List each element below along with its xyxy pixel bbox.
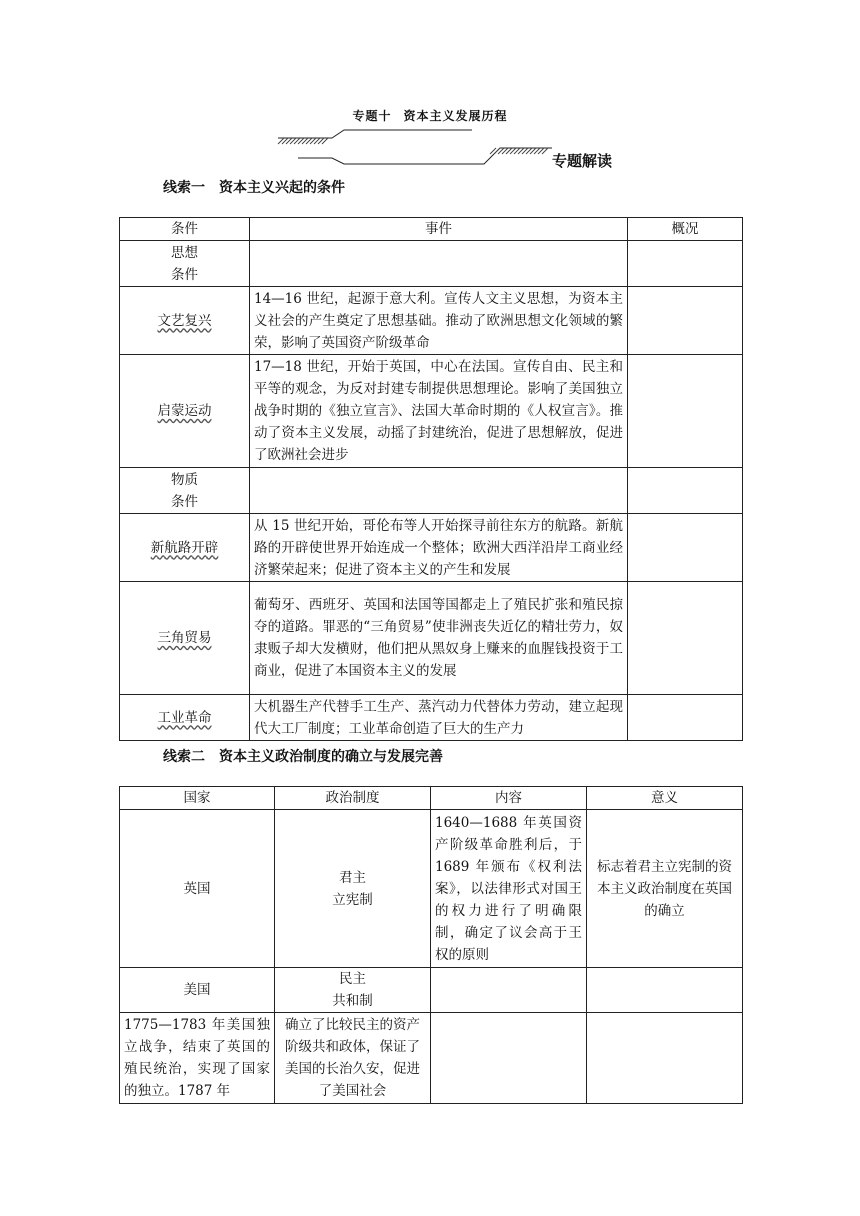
condition-label: 启蒙运动 [157,403,212,419]
event-cell: 葡萄牙、西班牙、英国和法国等国都走上了殖民扩张和殖民掠夺的道路。罪恶的“三角贸易”使非洲丧失近亿的精壮劳力，奴隶贩子却大发横财，他们把从黑奴身上赚来的血腥钱投资于工商业，促进了本国资本主义的发展 [250,582,628,695]
topic-title: 资本主义发展历程 [403,109,508,123]
country-cell: 英国 [120,810,275,968]
topic-header [0,107,860,124]
condition-label: 思想 条件 [171,244,198,283]
condition-label: 三角贸易 [157,630,212,646]
table-row [120,355,743,468]
section2-title [163,746,443,766]
summary-cell [628,287,743,355]
column-header: 意义 [587,787,743,810]
system-cell: 确立了比较民主的资产阶级共和政体，保证了美国的长治久安，促进了美国社会 [275,1013,431,1104]
condition-cell [120,582,250,695]
condition-label: 新航路开辟 [150,539,219,556]
country-cell: 美国 [120,968,275,1013]
conditions-table [119,217,743,741]
condition-cell [120,468,250,514]
table-row [120,468,743,514]
section1-title [163,177,345,197]
condition-cell [120,287,250,355]
column-header: 政治制度 [275,787,431,810]
banner-label: 专题解读 [552,152,613,170]
section2-tag: 线索二 [163,749,205,765]
significance-cell [587,968,743,1013]
table-header-row [120,787,743,810]
section1-tag: 线索一 [163,180,205,196]
table-row [120,582,743,695]
table-row [120,810,743,968]
condition-cell [120,355,250,468]
country-cell: 1775—1783 年美国独立战争，结束了英国的殖民统治，实现了国家的独立。1787 年 [120,1013,275,1104]
condition-cell [120,695,250,741]
system-label: 民主 共和制 [332,971,373,1009]
event-cell [250,468,628,514]
condition-label: 工业革命 [157,709,212,726]
political-systems-table [119,786,743,1104]
condition-label: 物质 条件 [171,471,198,510]
condition-cell [120,241,250,287]
column-header: 内容 [431,787,587,810]
significance-cell: 标志着君主立宪制的资本主义政治制度在英国的确立 [587,810,743,968]
summary-cell [628,695,743,741]
column-header: 国家 [120,787,275,810]
event-cell: 14—16 世纪，起源于意大利。宣传人文主义思想，为资本主义社会的产生奠定了思想基础。推动了欧洲思想文化领域的繁荣，影响了英国资产阶级革命 [250,287,628,355]
event-cell: 从 15 世纪开始，哥伦布等人开始探寻前往东方的航路。新航路的开辟使世界开始连成一个整体；欧洲大西洋沿岸工商业经济繁荣起来；促进了资本主义的产生和发展 [250,514,628,582]
section1-title-text: 资本主义兴起的条件 [219,180,345,196]
section2-title-text: 资本主义政治制度的确立与发展完善 [219,749,443,765]
system-cell [275,968,431,1013]
condition-label: 文艺复兴 [157,312,212,329]
content-cell [431,968,587,1013]
table-row [120,287,743,355]
event-cell [250,241,628,287]
table-row [120,514,743,582]
table-row [120,1013,743,1104]
summary-cell [628,582,743,695]
summary-cell [628,355,743,468]
content-cell: 1640—1688 年英国资产阶级革命胜利后，于 1689 年颁布《权利法案》，以法律形式对国王的权力进行了明确限制，确定了议会高于王权的原则 [431,810,587,968]
summary-cell [628,468,743,514]
event-cell: 17—18 世纪，开始于英国，中心在法国。宣传自由、民主和平等的观念，为反对封建专制提供思想理论。影响了美国独立战争时期的《独立宣言》、法国大革命时期的《人权宣言》。推动了资本主义发展，动摇了封建统治，促进了思想解放，促进了欧洲社会进步 [250,355,628,468]
condition-cell [120,514,250,582]
table-row [120,968,743,1013]
system-cell [275,810,431,968]
table-header-row [120,218,743,241]
event-cell: 大机器生产代替手工生产、蒸汽动力代替体力劳动，建立起现代大工厂制度；工业革命创造了巨大的生产力 [250,695,628,741]
content-cell [431,1013,587,1104]
column-header: 条件 [120,218,250,241]
column-header: 事件 [250,218,628,241]
summary-cell [628,514,743,582]
column-header: 概况 [628,218,743,241]
system-label: 君主 立宪制 [332,869,373,908]
table-row [120,695,743,741]
topic-number: 专题十 [352,109,392,123]
summary-cell [628,241,743,287]
table-row [120,241,743,287]
significance-cell [587,1013,743,1104]
